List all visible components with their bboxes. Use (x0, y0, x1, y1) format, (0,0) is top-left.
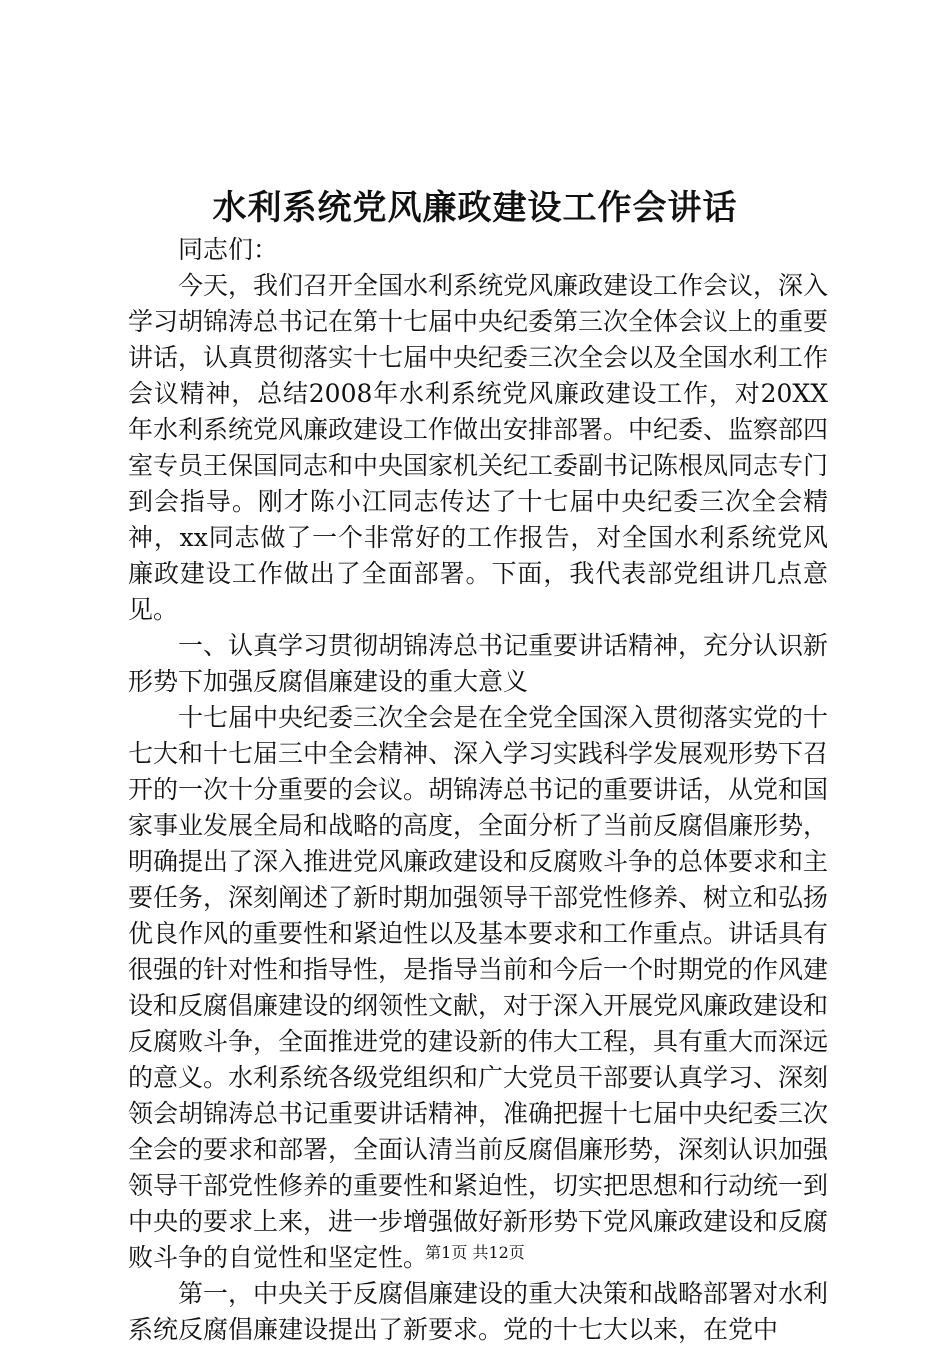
document-body (128, 232, 828, 1348)
paragraph-intro: 今天，我们召开全国水利系统党风廉政建设工作会议，深入学习胡锦涛总书记在第十七届中央纪委第三次全体会议上的重要讲话，认真贯彻落实十七届中央纪委三次全会以及全国水利工作会议精神，总结2008年水利系统党风廉政建设工作，对20XX年水利系统党风廉政建设工作做出安排部署。中纪委、监察部四室专员王保国同志和中央国家机关纪工委副书记陈根凤同志专门到会指导。刚才陈小江同志传达了十七届中央纪委三次全会精神，xx同志做了一个非常好的工作报告，对全国水利系统党风廉政建设工作做出了全面部署。下面，我代表部党组讲几点意见。 (128, 271, 829, 624)
page-number: 第1页 共12页 (425, 1243, 525, 1262)
paragraph-section-1: 十七届中央纪委三次全会是在全党全国深入贯彻落实党的十七大和十七届三中全会精神、深入学习实践科学发展观形势下召开的一次十分重要的会议。胡锦涛总书记的重要讲话，从党和国家事业发展全局和战略的高度，全面分析了当前反腐倡廉形势，明确提出了深入推进党风廉政建设和反腐败斗争的总体要求和主要任务，深刻阐述了新时期加强领导干部党性修养、树立和弘扬优良作风的重要性和紧迫性以及基本要求和工作重点。讲话具有很强的针对性和指导性，是指导当前和今后一个时期党的作风建设和反腐倡廉建设的纲领性文献，对于深入开展党风廉政建设和反腐败斗争，全面推进党的建设新的伟大工程，具有重大而深远的意义。水利系统各级党组织和广大党员干部要认真学习、深刻领会胡锦涛总书记重要讲话精神，准确把握十七届中央纪委三次全会的要求和部署，全面认清当前反腐倡廉形势，深刻认识加强领导干部党性修养的重要性和紧迫性，切实把思想和行动统一到中央的要求上来，进一步增强做好新形势下党风廉政建设和反腐败斗争的自觉性和坚定性。 (128, 703, 829, 1272)
section-heading-1: 一、认真学习贯彻胡锦涛总书记重要讲话精神，充分认识新形势下加强反腐倡廉建设的重大意义 (128, 631, 829, 696)
document-title: 水利系统党风廉政建设工作会讲话 (212, 188, 738, 228)
salutation: 同志们： (178, 235, 279, 264)
paragraph-point-1: 第一，中央关于反腐倡廉建设的重大决策和战略部署对水利系统反腐倡廉建设提出了新要求。党的十七大以来，在党中 (128, 1279, 829, 1344)
